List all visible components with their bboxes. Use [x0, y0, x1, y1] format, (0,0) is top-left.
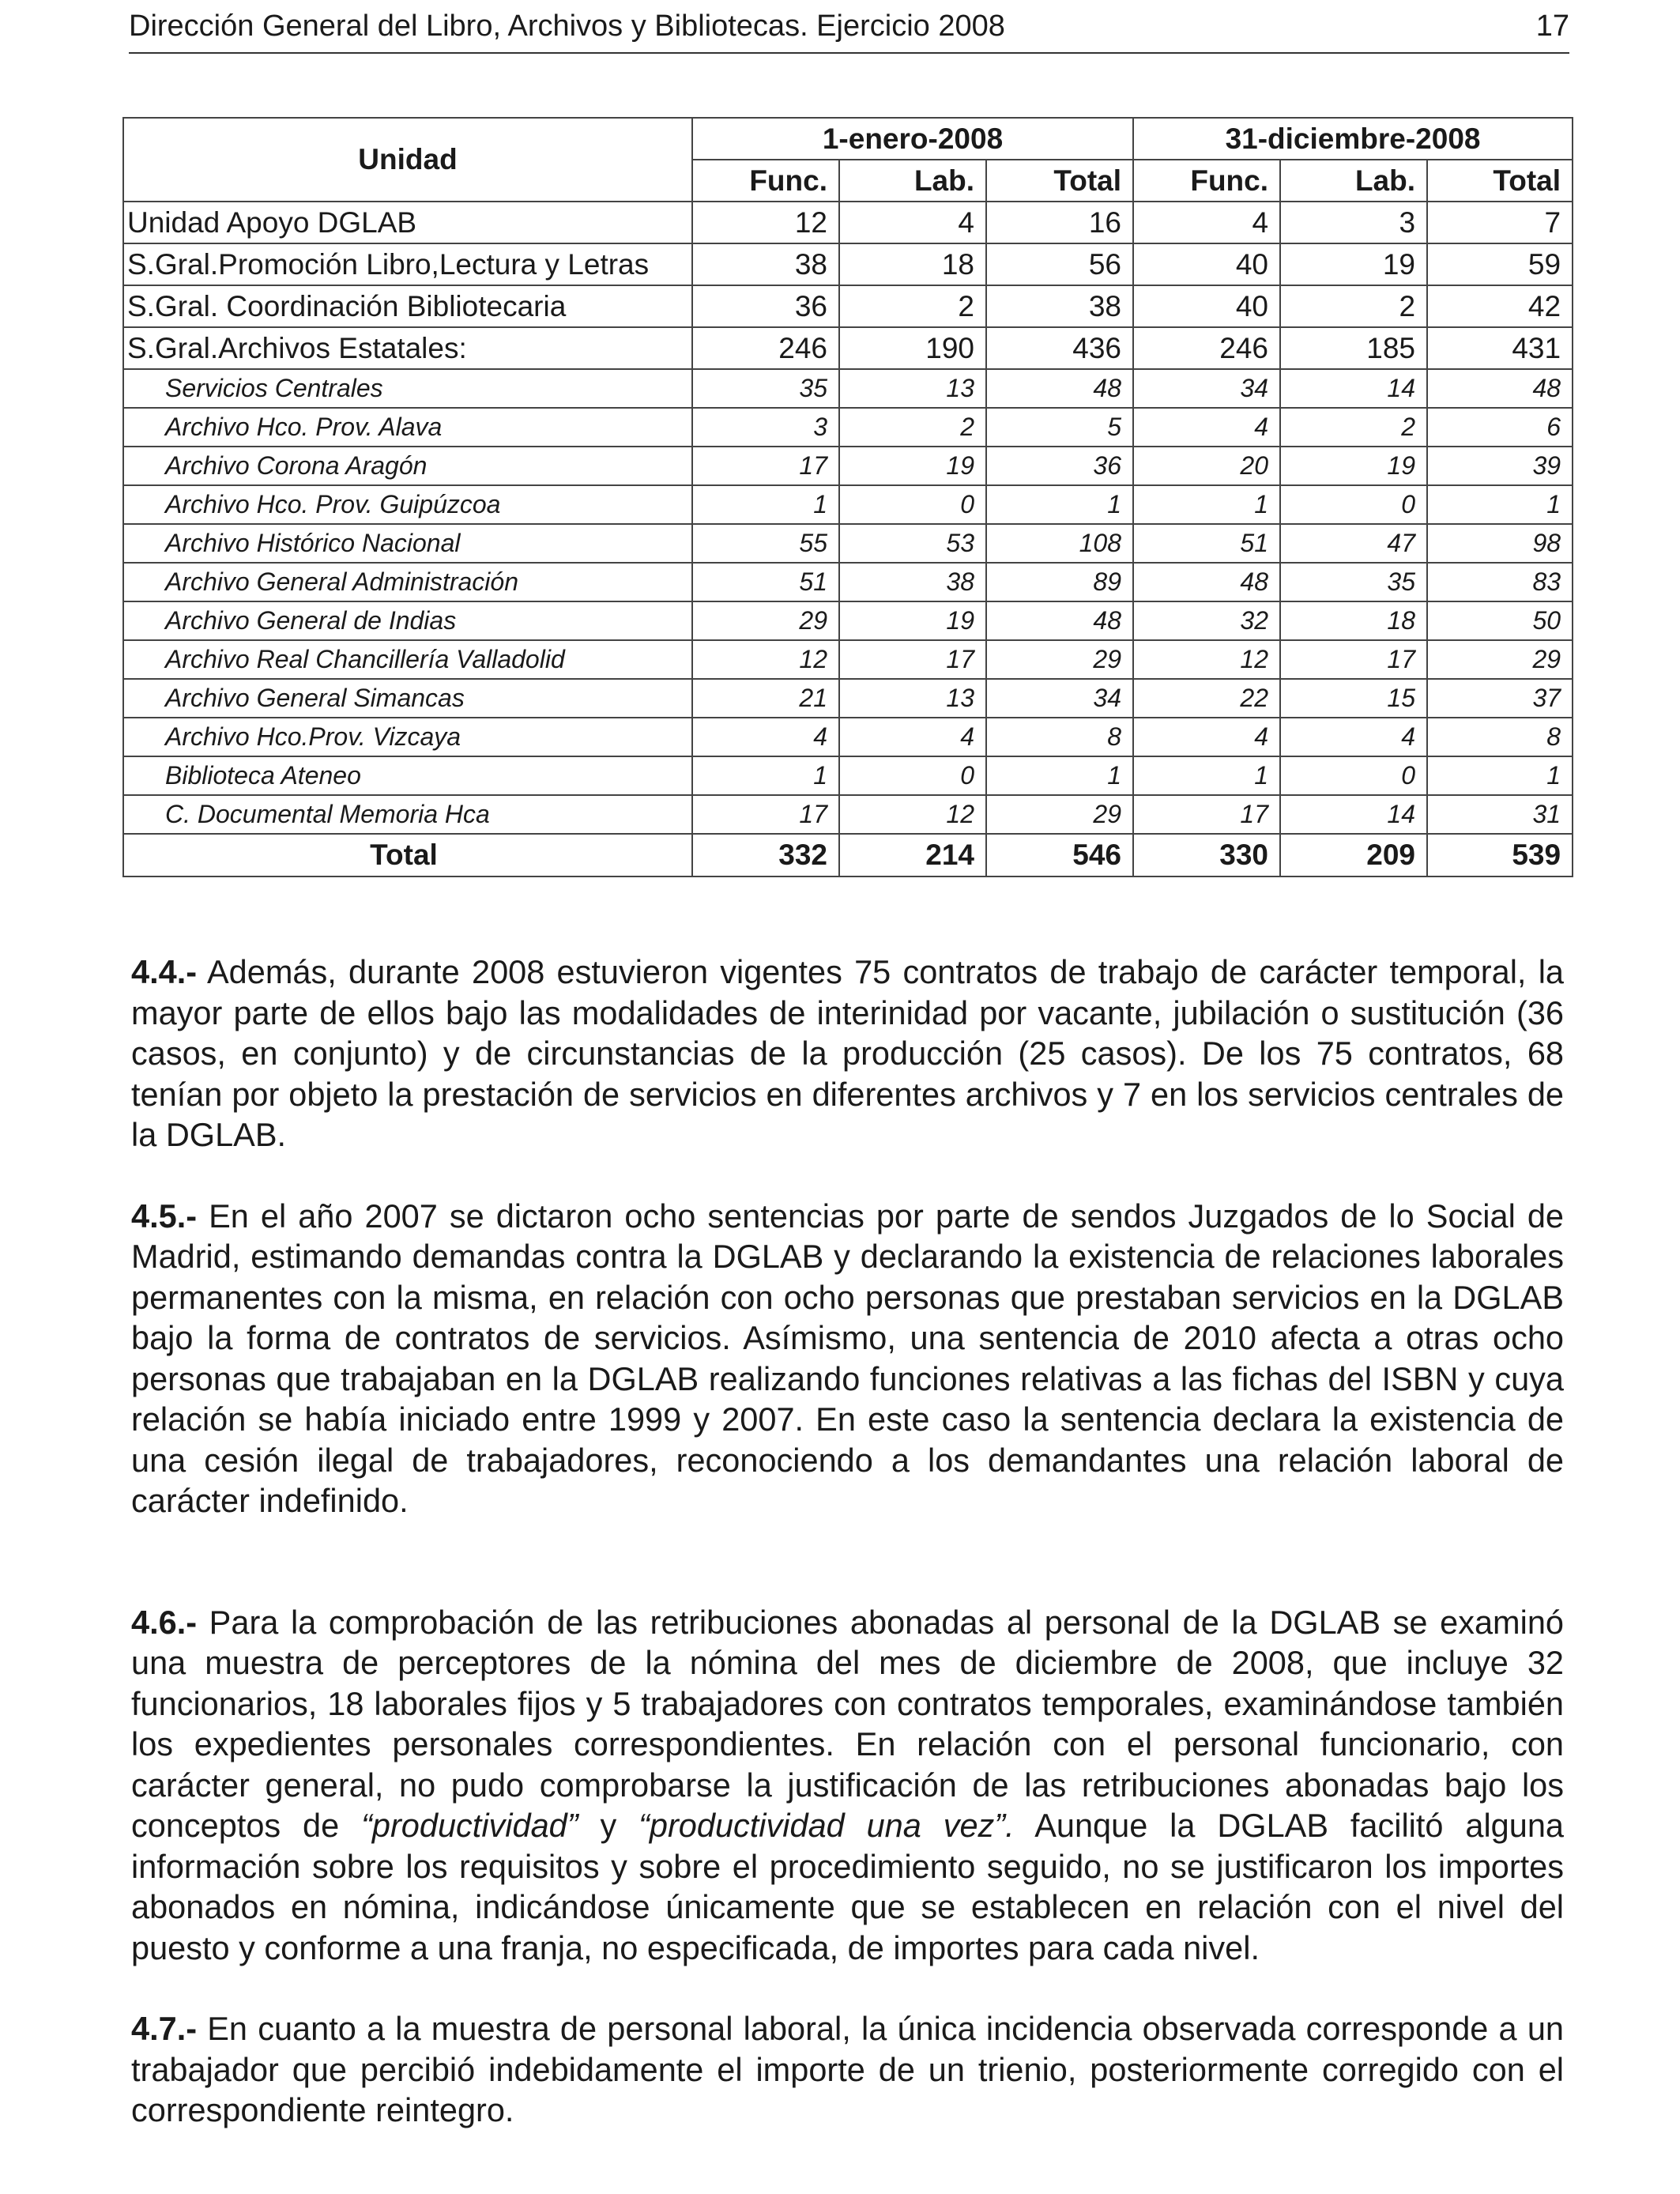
cell-value: 34: [1133, 369, 1280, 408]
table-subrow: [123, 369, 1573, 408]
cell-value: 48: [1133, 563, 1280, 601]
table-subrow: [123, 718, 1573, 756]
cell-value: 14: [1280, 795, 1427, 834]
row-label: Archivo Histórico Nacional: [123, 524, 692, 563]
cell-value: 4: [1133, 408, 1280, 447]
cell-value: 13: [839, 369, 986, 408]
row-label: Unidad Apoyo DGLAB: [123, 202, 692, 243]
cell-value: 83: [1427, 563, 1573, 601]
paragraph-number: 4.5.-: [131, 1197, 198, 1235]
cell-value: 36: [692, 285, 839, 327]
cell-value: 546: [986, 834, 1133, 876]
row-label: Archivo General de Indias: [123, 601, 692, 640]
subheader-total-2: Total: [1427, 160, 1573, 202]
cell-value: 1: [1427, 756, 1573, 795]
cell-value: 29: [986, 795, 1133, 834]
cell-value: 4: [1133, 202, 1280, 243]
cell-value: 17: [839, 640, 986, 679]
table-row: [123, 285, 1573, 327]
cell-value: 48: [986, 369, 1133, 408]
cell-value: 53: [839, 524, 986, 563]
cell-value: 1: [692, 485, 839, 524]
paragraph-text: Para la comprobación de las retribuciones abonadas al personal de la DGLAB se examinó una muestra de perceptores de la nómina del mes de diciembre de 2008, que incluye 32 funcionarios, 18 laborales fijos y 5 trabajadores con contratos temporales, examinándose también los expedientes personales correspondientes. En relación con el personal funcionario, con carácter general, no pudo comprobarse la justificación de las retribuciones abonadas bajo los conceptos de: [131, 1603, 1564, 1844]
cell-value: 37: [1427, 679, 1573, 718]
cell-value: 48: [1427, 369, 1573, 408]
cell-value: 17: [1280, 640, 1427, 679]
table-subrow: [123, 679, 1573, 718]
row-label: S.Gral.Archivos Estatales:: [123, 327, 692, 369]
cell-value: 108: [986, 524, 1133, 563]
cell-value: 190: [839, 327, 986, 369]
row-label: Archivo Corona Aragón: [123, 447, 692, 485]
cell-value: 35: [692, 369, 839, 408]
cell-value: 19: [1280, 243, 1427, 285]
cell-value: 59: [1427, 243, 1573, 285]
row-label: Servicios Centrales: [123, 369, 692, 408]
cell-value: 1: [986, 485, 1133, 524]
subheader-func-2: Func.: [1133, 160, 1280, 202]
cell-value: 4: [839, 718, 986, 756]
paragraph-4-4: [131, 952, 1564, 1155]
cell-value: 431: [1427, 327, 1573, 369]
table-total-row: [123, 834, 1573, 876]
cell-value: 17: [692, 795, 839, 834]
cell-value: 18: [1280, 601, 1427, 640]
cell-value: 2: [1280, 285, 1427, 327]
cell-value: 50: [1427, 601, 1573, 640]
cell-value: 1: [1133, 485, 1280, 524]
page-header: [129, 0, 1569, 54]
italic-term: “productividad una vez”.: [638, 1807, 1015, 1844]
row-label: Archivo Real Chancillería Valladolid: [123, 640, 692, 679]
cell-value: 7: [1427, 202, 1573, 243]
cell-value: 330: [1133, 834, 1280, 876]
cell-value: 5: [986, 408, 1133, 447]
cell-value: 40: [1133, 243, 1280, 285]
cell-value: 2: [839, 285, 986, 327]
page-number: 17: [1535, 9, 1569, 43]
paragraph-text: En el año 2007 se dictaron ocho sentencias por parte de sendos Juzgados de lo Social de Madrid, estimando demandas contra la DGLAB y declarando la existencia de relaciones laborales permanentes con la misma, en relación con ocho personas que prestaban servicios en la DGLAB bajo la forma de contratos de servicios. Asímismo, una sentencia de 2010 afecta a otras ocho personas que trabajaban en la DGLAB realizando funciones relativas a las fichas del ISBN y cuya relación se había iniciado entre 1999 y 2007. En este caso la sentencia declara la existencia de una cesión ilegal de trabajadores, reconociendo a los demandantes una relación laboral de carácter indefinido.: [131, 1197, 1564, 1519]
cell-value: 4: [839, 202, 986, 243]
paragraph-number: 4.7.-: [131, 2010, 198, 2047]
cell-value: 1: [692, 756, 839, 795]
table-subrow: [123, 563, 1573, 601]
cell-value: 20: [1133, 447, 1280, 485]
subheader-lab-1: Lab.: [839, 160, 986, 202]
row-label: Biblioteca Ateneo: [123, 756, 692, 795]
table-header-row-1: [123, 118, 1573, 160]
cell-value: 1: [986, 756, 1133, 795]
cell-value: 39: [1427, 447, 1573, 485]
row-label: Archivo General Administración: [123, 563, 692, 601]
table-row: [123, 202, 1573, 243]
paragraph-number: 4.6.-: [131, 1603, 198, 1641]
cell-value: 1: [1133, 756, 1280, 795]
cell-value: 1: [1427, 485, 1573, 524]
cell-value: 29: [692, 601, 839, 640]
table-subrow: [123, 795, 1573, 834]
cell-value: 15: [1280, 679, 1427, 718]
row-label: Archivo General Simancas: [123, 679, 692, 718]
cell-value: 4: [1133, 718, 1280, 756]
cell-value: 0: [1280, 756, 1427, 795]
header-unidad: Unidad: [123, 118, 692, 202]
cell-value: 17: [1133, 795, 1280, 834]
cell-value: 4: [692, 718, 839, 756]
cell-value: 31: [1427, 795, 1573, 834]
cell-value: 3: [1280, 202, 1427, 243]
table-subrow: [123, 756, 1573, 795]
cell-value: 246: [692, 327, 839, 369]
cell-value: 89: [986, 563, 1133, 601]
cell-value: 38: [839, 563, 986, 601]
subheader-total-1: Total: [986, 160, 1133, 202]
cell-value: 8: [986, 718, 1133, 756]
table-subrow: [123, 524, 1573, 563]
header-group-1: 1-enero-2008: [692, 118, 1133, 160]
cell-value: 214: [839, 834, 986, 876]
row-label: S.Gral.Promoción Libro,Lectura y Letras: [123, 243, 692, 285]
cell-value: 246: [1133, 327, 1280, 369]
cell-value: 40: [1133, 285, 1280, 327]
cell-value: 38: [986, 285, 1133, 327]
cell-value: 19: [1280, 447, 1427, 485]
row-label: S.Gral. Coordinación Bibliotecaria: [123, 285, 692, 327]
table-subrow: [123, 447, 1573, 485]
cell-value: 36: [986, 447, 1133, 485]
cell-value: 0: [839, 756, 986, 795]
cell-value: 12: [692, 640, 839, 679]
table-subrow: [123, 640, 1573, 679]
cell-value: 29: [986, 640, 1133, 679]
italic-term: “productividad”: [361, 1807, 578, 1844]
cell-value: 14: [1280, 369, 1427, 408]
cell-value: 34: [986, 679, 1133, 718]
cell-value: 0: [1280, 485, 1427, 524]
paragraph-text: En cuanto a la muestra de personal laboral, la única incidencia observada corresponde a un trabajador que percibió indebidamente el importe de un trienio, posteriormente corregido con el correspondiente reintegro.: [131, 2010, 1564, 2128]
table-row: [123, 327, 1573, 369]
table-row: [123, 243, 1573, 285]
cell-value: 17: [692, 447, 839, 485]
row-label: Archivo Hco. Prov. Alava: [123, 408, 692, 447]
paragraph-4-5: [131, 1196, 1564, 1521]
cell-value: 29: [1427, 640, 1573, 679]
cell-value: 98: [1427, 524, 1573, 563]
table-subrow: [123, 485, 1573, 524]
cell-value: 32: [1133, 601, 1280, 640]
row-label: Total: [123, 834, 692, 876]
header-title: Dirección General del Libro, Archivos y Bibliotecas. Ejercicio 2008: [129, 9, 1005, 43]
paragraph-text: y: [578, 1807, 639, 1844]
cell-value: 47: [1280, 524, 1427, 563]
row-label: C. Documental Memoria Hca: [123, 795, 692, 834]
cell-value: 13: [839, 679, 986, 718]
cell-value: 19: [839, 601, 986, 640]
cell-value: 35: [1280, 563, 1427, 601]
subheader-func-1: Func.: [692, 160, 839, 202]
cell-value: 3: [692, 408, 839, 447]
header-group-2: 31-diciembre-2008: [1133, 118, 1573, 160]
cell-value: 21: [692, 679, 839, 718]
cell-value: 19: [839, 447, 986, 485]
cell-value: 2: [1280, 408, 1427, 447]
table-subrow: [123, 408, 1573, 447]
cell-value: 539: [1427, 834, 1573, 876]
cell-value: 56: [986, 243, 1133, 285]
cell-value: 42: [1427, 285, 1573, 327]
body-text: [131, 952, 1564, 2131]
cell-value: 12: [839, 795, 986, 834]
paragraph-text: Aunque la DGLAB facilitó alguna información sobre los requisitos y sobre el procedimiento seguido, no se justificaron los importes abonados en nómina, indicándose únicamente que se establecen en relación con el nivel del puesto y conforme a una franja, no especificada, de importes para cada nivel.: [131, 1807, 1565, 1966]
paragraph-4-7: [131, 2008, 1564, 2131]
cell-value: 436: [986, 327, 1133, 369]
cell-value: 22: [1133, 679, 1280, 718]
subheader-lab-2: Lab.: [1280, 160, 1427, 202]
table-subrow: [123, 601, 1573, 640]
cell-value: 12: [1133, 640, 1280, 679]
row-label: Archivo Hco.Prov. Vizcaya: [123, 718, 692, 756]
cell-value: 48: [986, 601, 1133, 640]
cell-value: 16: [986, 202, 1133, 243]
cell-value: 18: [839, 243, 986, 285]
paragraph-text: Además, durante 2008 estuvieron vigentes 75 contratos de trabajo de carácter temporal, la mayor parte de ellos bajo las modalidades de interinidad por vacante, jubilación o sustitución (36 casos, en conjunto) y de circunstancias de la producción (25 casos). De los 75 contratos, 68 tenían por objeto la prestación de servicios en diferentes archivos y 7 en los servicios centrales de la DGLAB.: [131, 953, 1564, 1153]
cell-value: 8: [1427, 718, 1573, 756]
paragraph-number: 4.4.-: [131, 953, 198, 990]
cell-value: 185: [1280, 327, 1427, 369]
staff-table: [122, 117, 1573, 877]
cell-value: 209: [1280, 834, 1427, 876]
cell-value: 51: [1133, 524, 1280, 563]
cell-value: 51: [692, 563, 839, 601]
cell-value: 6: [1427, 408, 1573, 447]
cell-value: 2: [839, 408, 986, 447]
cell-value: 55: [692, 524, 839, 563]
cell-value: 4: [1280, 718, 1427, 756]
cell-value: 332: [692, 834, 839, 876]
row-label: Archivo Hco. Prov. Guipúzcoa: [123, 485, 692, 524]
cell-value: 12: [692, 202, 839, 243]
cell-value: 0: [839, 485, 986, 524]
cell-value: 38: [692, 243, 839, 285]
paragraph-4-6: [131, 1602, 1564, 1969]
